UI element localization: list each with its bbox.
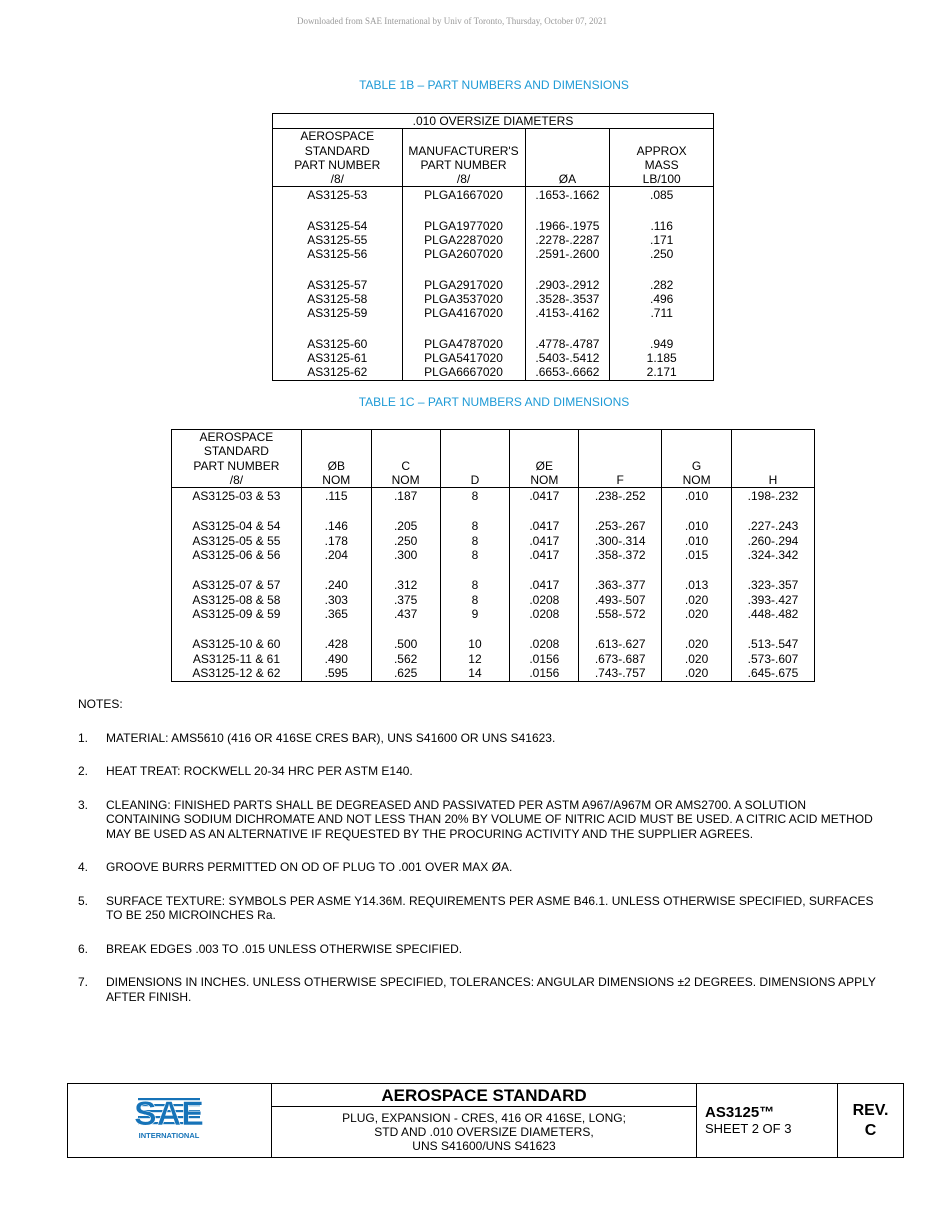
table-1b-header-row <box>273 129 714 187</box>
table-1b-cell-value: .4153-.4162 <box>535 306 600 321</box>
table-1c-cell-value: .013 <box>684 578 709 593</box>
note-item <box>78 764 878 779</box>
table-1b-cell <box>273 263 403 322</box>
part-description-line: UNS S41600/UNS S41623 <box>412 1139 556 1153</box>
table-1c-column-header: AEROSPACE STANDARD PART NUMBER /8/ <box>172 430 302 488</box>
note-number: 2. <box>78 764 89 778</box>
note-text: DIMENSIONS IN INCHES. UNLESS OTHERWISE SPECIFIED, TOLERANCES: ANGULAR DIMENSIONS ±2 DEGREES. DIMENSIONS APPLY AFTER FINISH. <box>106 975 876 1004</box>
table-1c-column-header: D <box>440 430 510 488</box>
table-1b-cell <box>273 204 403 263</box>
note-number: 3. <box>78 797 89 812</box>
table-1c-cell-value: .020 <box>684 651 709 666</box>
table-1c-cell <box>662 488 732 505</box>
table-1b-cell-value: .1653-.1662 <box>535 188 600 203</box>
table-1b-cell-value: PLGA4167020 <box>424 306 503 321</box>
table-1c-cell-value: .303 <box>324 592 348 607</box>
table-1c-cell <box>510 504 579 563</box>
table-1b-cell <box>525 204 610 263</box>
note-item <box>78 942 878 957</box>
table-1c-cell-value: .365 <box>324 606 348 621</box>
table-1b-cell <box>610 187 714 204</box>
table-1c-cell-value: .625 <box>393 665 418 680</box>
table-1c-cell-value: AS3125-05 & 55 <box>192 533 281 548</box>
table-1c-cell <box>371 488 440 505</box>
table-1c-column-header: C NOM <box>371 430 440 488</box>
table-1c-cell-value: .428 <box>324 637 348 652</box>
table-1b-cell <box>273 187 403 204</box>
table-1c-cell-value: AS3125-08 & 58 <box>192 592 281 607</box>
table-1c-cell-value: 8 <box>471 489 479 504</box>
table-1c-row-group <box>172 504 815 563</box>
table-1b-cell-value: .711 <box>650 306 673 321</box>
table-1b-cell-value: PLGA6667020 <box>424 365 503 380</box>
table-1c-column-header: ØB NOM <box>301 430 371 488</box>
table-1c-cell-value: 8 <box>471 592 479 607</box>
table-1c-cell-value: .0417 <box>529 519 560 534</box>
table-1b-cell-value: AS3125-55 <box>307 233 368 248</box>
table-1b-cell-value: .4778-.4787 <box>535 336 600 351</box>
table-1c-cell-value: .020 <box>684 665 709 680</box>
table-1b-cell-value: .2903-.2912 <box>535 277 600 292</box>
table-1c-cell <box>510 622 579 681</box>
table-1c-cell-value: .673-.687 <box>594 651 646 666</box>
part-description <box>272 1107 696 1157</box>
table-1b-span-header: .010 OVERSIZE DIAMETERS <box>273 114 714 129</box>
note-item <box>78 731 878 746</box>
table-1c-cell-value: .240 <box>324 578 348 593</box>
table-1b-cell <box>402 263 525 322</box>
table-1c-cell <box>510 563 579 622</box>
notes-section <box>78 697 878 1023</box>
note-item <box>78 798 878 842</box>
table-1b-cell-value: PLGA1667020 <box>424 188 503 203</box>
table-1b-cell-value: .1966-.1975 <box>535 218 600 233</box>
table-1c-cell-value: AS3125-11 & 61 <box>192 651 281 666</box>
table-1c-cell <box>732 563 815 622</box>
table-1b-cell-value: PLGA5417020 <box>424 350 503 365</box>
table-1c-cell-value: .253-.267 <box>594 519 646 534</box>
note-text: MATERIAL: AMS5610 (416 OR 416SE CRES BAR), UNS S41600 OR UNS S41623. <box>106 730 556 745</box>
table-1b-cell <box>525 322 610 381</box>
table-1c-cell <box>510 488 579 505</box>
table-1b-cell <box>525 187 610 204</box>
table-1c-cell-value: .0417 <box>529 578 560 593</box>
table-1c-cell <box>301 504 371 563</box>
title-block <box>67 1083 904 1158</box>
table-1c-cell <box>301 563 371 622</box>
note-item <box>78 894 878 923</box>
table-1c-header-row <box>172 430 815 488</box>
table-1c-cell <box>732 622 815 681</box>
table-1c-cell-value: AS3125-09 & 59 <box>192 606 281 621</box>
note-item <box>78 975 878 1004</box>
table-1c-cell-value: 8 <box>471 519 479 534</box>
table-1c-cell-value: .250 <box>393 533 418 548</box>
table-1c-cell-value: .312 <box>393 578 418 593</box>
table-1b-cell-value: .085 <box>650 188 674 203</box>
table-1b-cell-value: 1.185 <box>646 350 677 365</box>
sae-logo-icon <box>68 1084 271 1159</box>
table-1c-cell-value: .178 <box>324 533 348 548</box>
table-1c-cell-value: .393-.427 <box>747 592 799 607</box>
table-1c-cell <box>440 563 510 622</box>
document-id-cell <box>697 1084 838 1157</box>
table-1c-cell <box>662 622 732 681</box>
table-1b-row-group <box>273 187 714 204</box>
note-number: 5. <box>78 893 89 908</box>
part-description-line: STD AND .010 OVERSIZE DIAMETERS, <box>374 1125 594 1139</box>
table-1b-cell-value: .5403-.5412 <box>535 350 600 365</box>
table-1c-cell <box>440 622 510 681</box>
table-1c-cell <box>662 563 732 622</box>
table-1b-cell-value: .116 <box>650 218 673 233</box>
table-1b-row-group <box>273 322 714 381</box>
table-1c-cell-value: .513-.547 <box>747 637 799 652</box>
table-1c-cell-value: .500 <box>393 637 418 652</box>
table-1c-cell <box>301 488 371 505</box>
table-1c-cell-value: .238-.252 <box>594 489 646 504</box>
table-1c-cell <box>579 488 662 505</box>
table-1c-column-header: H <box>732 430 815 488</box>
table-1c-cell-value: .0417 <box>529 548 560 563</box>
note-item <box>78 860 878 875</box>
table-1c-cell <box>172 563 302 622</box>
title-block-middle <box>272 1084 697 1157</box>
table-1b-column-header: AEROSPACE STANDARD PART NUMBER /8/ <box>273 129 403 187</box>
table-1c-cell <box>301 622 371 681</box>
table-1b-cell-value: .3528-.3537 <box>535 291 600 306</box>
note-text: SURFACE TEXTURE: SYMBOLS PER ASME Y14.36M. REQUIREMENTS PER ASME B46.1. UNLESS OTHERWISE SPECIFIED, SURFACES TO BE 250 MICROINCHES Ra. <box>106 893 874 922</box>
table-1b-cell-value: AS3125-59 <box>307 306 368 321</box>
table-1c-cell-value: .300 <box>393 548 418 563</box>
table-1c-column-header: F <box>579 430 662 488</box>
table-1b-row-group <box>273 263 714 322</box>
table-1c-cell-value: .437 <box>393 606 418 621</box>
table-1c-column-header: G NOM <box>662 430 732 488</box>
table-1c-cell <box>440 488 510 505</box>
table-1c-cell-value: 9 <box>471 606 479 621</box>
table-1c-cell-value: .0208 <box>529 637 560 652</box>
table-1c-cell-value: .260-.294 <box>747 533 799 548</box>
table-1b-cell-value: AS3125-56 <box>307 247 368 262</box>
table-1c-cell-value: 8 <box>471 533 479 548</box>
table-1b-title: TABLE 1B – PART NUMBERS AND DIMENSIONS <box>359 78 629 92</box>
table-1c-cell-value: .490 <box>324 651 348 666</box>
download-watermark: Downloaded from SAE International by Univ of Toronto, Thursday, October 07, 2021 <box>297 16 607 26</box>
table-1c-cell <box>371 504 440 563</box>
table-1b-cell-value: AS3125-61 <box>307 350 368 365</box>
table-1b-column-header: MANUFACTURER'S PART NUMBER /8/ <box>402 129 525 187</box>
table-1b-cell <box>610 263 714 322</box>
table-1b-cell-value: PLGA2607020 <box>424 247 503 262</box>
table-1c-cell-value: 8 <box>471 578 479 593</box>
table-1c-cell <box>440 504 510 563</box>
table-1c-cell-value: .0417 <box>529 533 560 548</box>
table-1c-cell-value: .448-.482 <box>747 606 799 621</box>
table-1b-cell-value: .496 <box>650 291 674 306</box>
table-1c-cell-value: .020 <box>684 606 709 621</box>
table-1c-cell <box>662 504 732 563</box>
table-1b-column-header: APPROX MASS LB/100 <box>610 129 714 187</box>
table-1c-column-header: ØE NOM <box>510 430 579 488</box>
revision-cell <box>838 1084 903 1157</box>
table-1b-cell-value: AS3125-60 <box>307 336 368 351</box>
table-1b <box>272 113 714 381</box>
table-1c-cell-value: .010 <box>684 533 709 548</box>
table-1b-cell-value: AS3125-62 <box>307 365 368 380</box>
table-1c <box>171 429 815 682</box>
sae-logo-subtext: INTERNATIONAL <box>138 1131 200 1140</box>
table-1c-cell-value: 12 <box>468 651 482 666</box>
table-1c-cell <box>371 622 440 681</box>
sae-logo <box>68 1084 272 1157</box>
table-1b-cell <box>402 204 525 263</box>
table-1c-cell <box>172 504 302 563</box>
table-1b-cell-value: PLGA2917020 <box>424 277 503 292</box>
table-1c-cell <box>579 504 662 563</box>
table-1c-cell-value: AS3125-03 & 53 <box>192 489 281 504</box>
table-1c-cell-value: .558-.572 <box>594 606 646 621</box>
table-1c-cell-value: AS3125-10 & 60 <box>192 637 281 652</box>
table-1b-cell <box>610 322 714 381</box>
table-1c-cell-value: .493-.507 <box>594 592 646 607</box>
table-1b-cell <box>610 204 714 263</box>
note-number: 1. <box>78 730 89 745</box>
table-1c-cell-value: .0208 <box>529 592 560 607</box>
note-number: 6. <box>78 941 89 956</box>
table-1c-cell-value: 10 <box>468 637 482 652</box>
notes-heading: NOTES: <box>78 697 123 711</box>
table-1b-cell-value: .171 <box>650 233 674 248</box>
table-1c-row-group <box>172 488 815 505</box>
table-1b-cell-value: PLGA4787020 <box>424 336 503 351</box>
table-1b-cell-value: AS3125-57 <box>307 277 368 292</box>
revision-label: REV. <box>852 1102 889 1119</box>
table-1b-cell-value: 2.171 <box>646 365 677 380</box>
table-1c-cell-value: .115 <box>325 489 348 504</box>
table-1c-cell-value: .645-.675 <box>747 665 799 680</box>
table-1b-cell <box>402 187 525 204</box>
table-1c-cell-value: .573-.607 <box>747 651 799 666</box>
table-1b-cell-value: AS3125-54 <box>307 218 368 233</box>
table-1c-cell-value: .146 <box>324 519 348 534</box>
table-1c-cell <box>579 563 662 622</box>
sae-logo-text: SAE <box>134 1095 204 1133</box>
note-number: 7. <box>78 975 89 989</box>
table-1c-cell-value: .0417 <box>529 489 560 504</box>
table-1b-cell-value: PLGA2287020 <box>424 233 503 248</box>
table-1c-cell <box>732 504 815 563</box>
table-1b-cell <box>402 322 525 381</box>
table-1b-cell-value: AS3125-53 <box>307 188 368 203</box>
table-1c-cell-value: .187 <box>393 489 418 504</box>
table-1c-cell-value: .227-.243 <box>747 519 799 534</box>
revision-value: C <box>864 1122 877 1139</box>
table-1c-cell-value: .198-.232 <box>747 489 799 504</box>
table-1c-cell-value: .204 <box>324 548 348 563</box>
note-text: HEAT TREAT: ROCKWELL 20-34 HRC PER ASTM E140. <box>106 764 413 778</box>
table-1c-cell-value: AS3125-04 & 54 <box>192 519 281 534</box>
table-1c-cell-value: .300-.314 <box>594 533 646 548</box>
table-1b-cell-value: .2278-.2287 <box>535 233 600 248</box>
table-1c-cell-value: .010 <box>684 519 709 534</box>
table-1c-cell <box>732 488 815 505</box>
table-1c-cell-value: .358-.372 <box>594 548 646 563</box>
table-1c-cell-value: .020 <box>684 637 709 652</box>
table-1c-cell-value: .613-.627 <box>594 637 646 652</box>
table-1b-cell-value: .949 <box>650 336 674 351</box>
table-1c-cell-value: .020 <box>684 592 709 607</box>
table-1c-cell-value: .743-.757 <box>594 665 646 680</box>
table-1b-cell-value: .282 <box>650 277 674 292</box>
table-1b-cell-value: .250 <box>650 247 674 262</box>
table-1c-cell-value: .0156 <box>529 651 560 666</box>
table-1c-cell-value: .562 <box>393 651 418 666</box>
table-1c-cell-value: .010 <box>684 489 709 504</box>
note-number: 4. <box>78 860 89 874</box>
table-1b-cell <box>525 263 610 322</box>
table-1c-row-group <box>172 622 815 681</box>
table-1c-cell <box>371 563 440 622</box>
table-1c-cell-value: .205 <box>393 519 418 534</box>
table-1b-cell-value: AS3125-58 <box>307 291 368 306</box>
note-text: GROOVE BURRS PERMITTED ON OD OF PLUG TO .001 OVER MAX ØA. <box>106 860 513 874</box>
table-1c-cell-value: .0156 <box>529 665 560 680</box>
table-1c-cell-value: 8 <box>471 548 479 563</box>
note-text: BREAK EDGES .003 TO .015 UNLESS OTHERWISE SPECIFIED. <box>106 941 463 956</box>
table-1c-cell-value: .595 <box>324 665 348 680</box>
table-1b-cell-value: .6653-.6662 <box>535 365 600 380</box>
table-1c-cell-value: .363-.377 <box>594 578 646 593</box>
part-description-line: PLUG, EXPANSION - CRES, 416 OR 416SE, LONG; <box>342 1111 626 1125</box>
table-1c-cell <box>172 622 302 681</box>
note-text: CLEANING: FINISHED PARTS SHALL BE DEGREASED AND PASSIVATED PER ASTM A967/A967M OR AMS2700. A SOLUTION CONTAINING SODIUM DICHROMATE AND NOT LESS THAN 20% BY VOLUME OF NITRIC ACID MUST BE USED. A CITRIC ACID METHOD MAY BE USED AS AN ALTERNATIVE IF REQUESTED BY THE PROCURING ACTIVITY AND THE SUPPLIER AGREES. <box>106 797 873 841</box>
sheet-number: SHEET 2 OF 3 <box>705 1121 792 1136</box>
table-1c-cell-value: 14 <box>468 665 482 680</box>
table-1c-cell-value: .015 <box>684 548 709 563</box>
table-1b-cell-value: PLGA1977020 <box>424 218 503 233</box>
table-1b-cell <box>273 322 403 381</box>
standard-heading: AEROSPACE STANDARD <box>272 1084 696 1107</box>
document-number: AS3125™ <box>705 1104 775 1121</box>
table-1c-title: TABLE 1C – PART NUMBERS AND DIMENSIONS <box>358 395 630 409</box>
table-1c-cell-value: .0208 <box>529 606 560 621</box>
table-1b-column-header: ØA <box>525 129 610 187</box>
table-1c-cell-value: AS3125-12 & 62 <box>192 665 281 680</box>
table-1c-cell-value: .324-.342 <box>747 548 799 563</box>
table-1c-cell <box>579 622 662 681</box>
table-1c-row-group <box>172 563 815 622</box>
table-1c-cell-value: .375 <box>393 592 418 607</box>
table-1c-cell-value: AS3125-07 & 57 <box>192 578 281 593</box>
table-1c-cell-value: AS3125-06 & 56 <box>192 548 281 563</box>
table-1b-cell-value: .2591-.2600 <box>535 247 600 262</box>
table-1c-cell-value: .323-.357 <box>747 578 799 593</box>
table-1b-cell-value: PLGA3537020 <box>424 291 503 306</box>
table-1c-cell <box>172 488 302 505</box>
notes-list <box>78 731 878 1005</box>
table-1b-row-group <box>273 204 714 263</box>
